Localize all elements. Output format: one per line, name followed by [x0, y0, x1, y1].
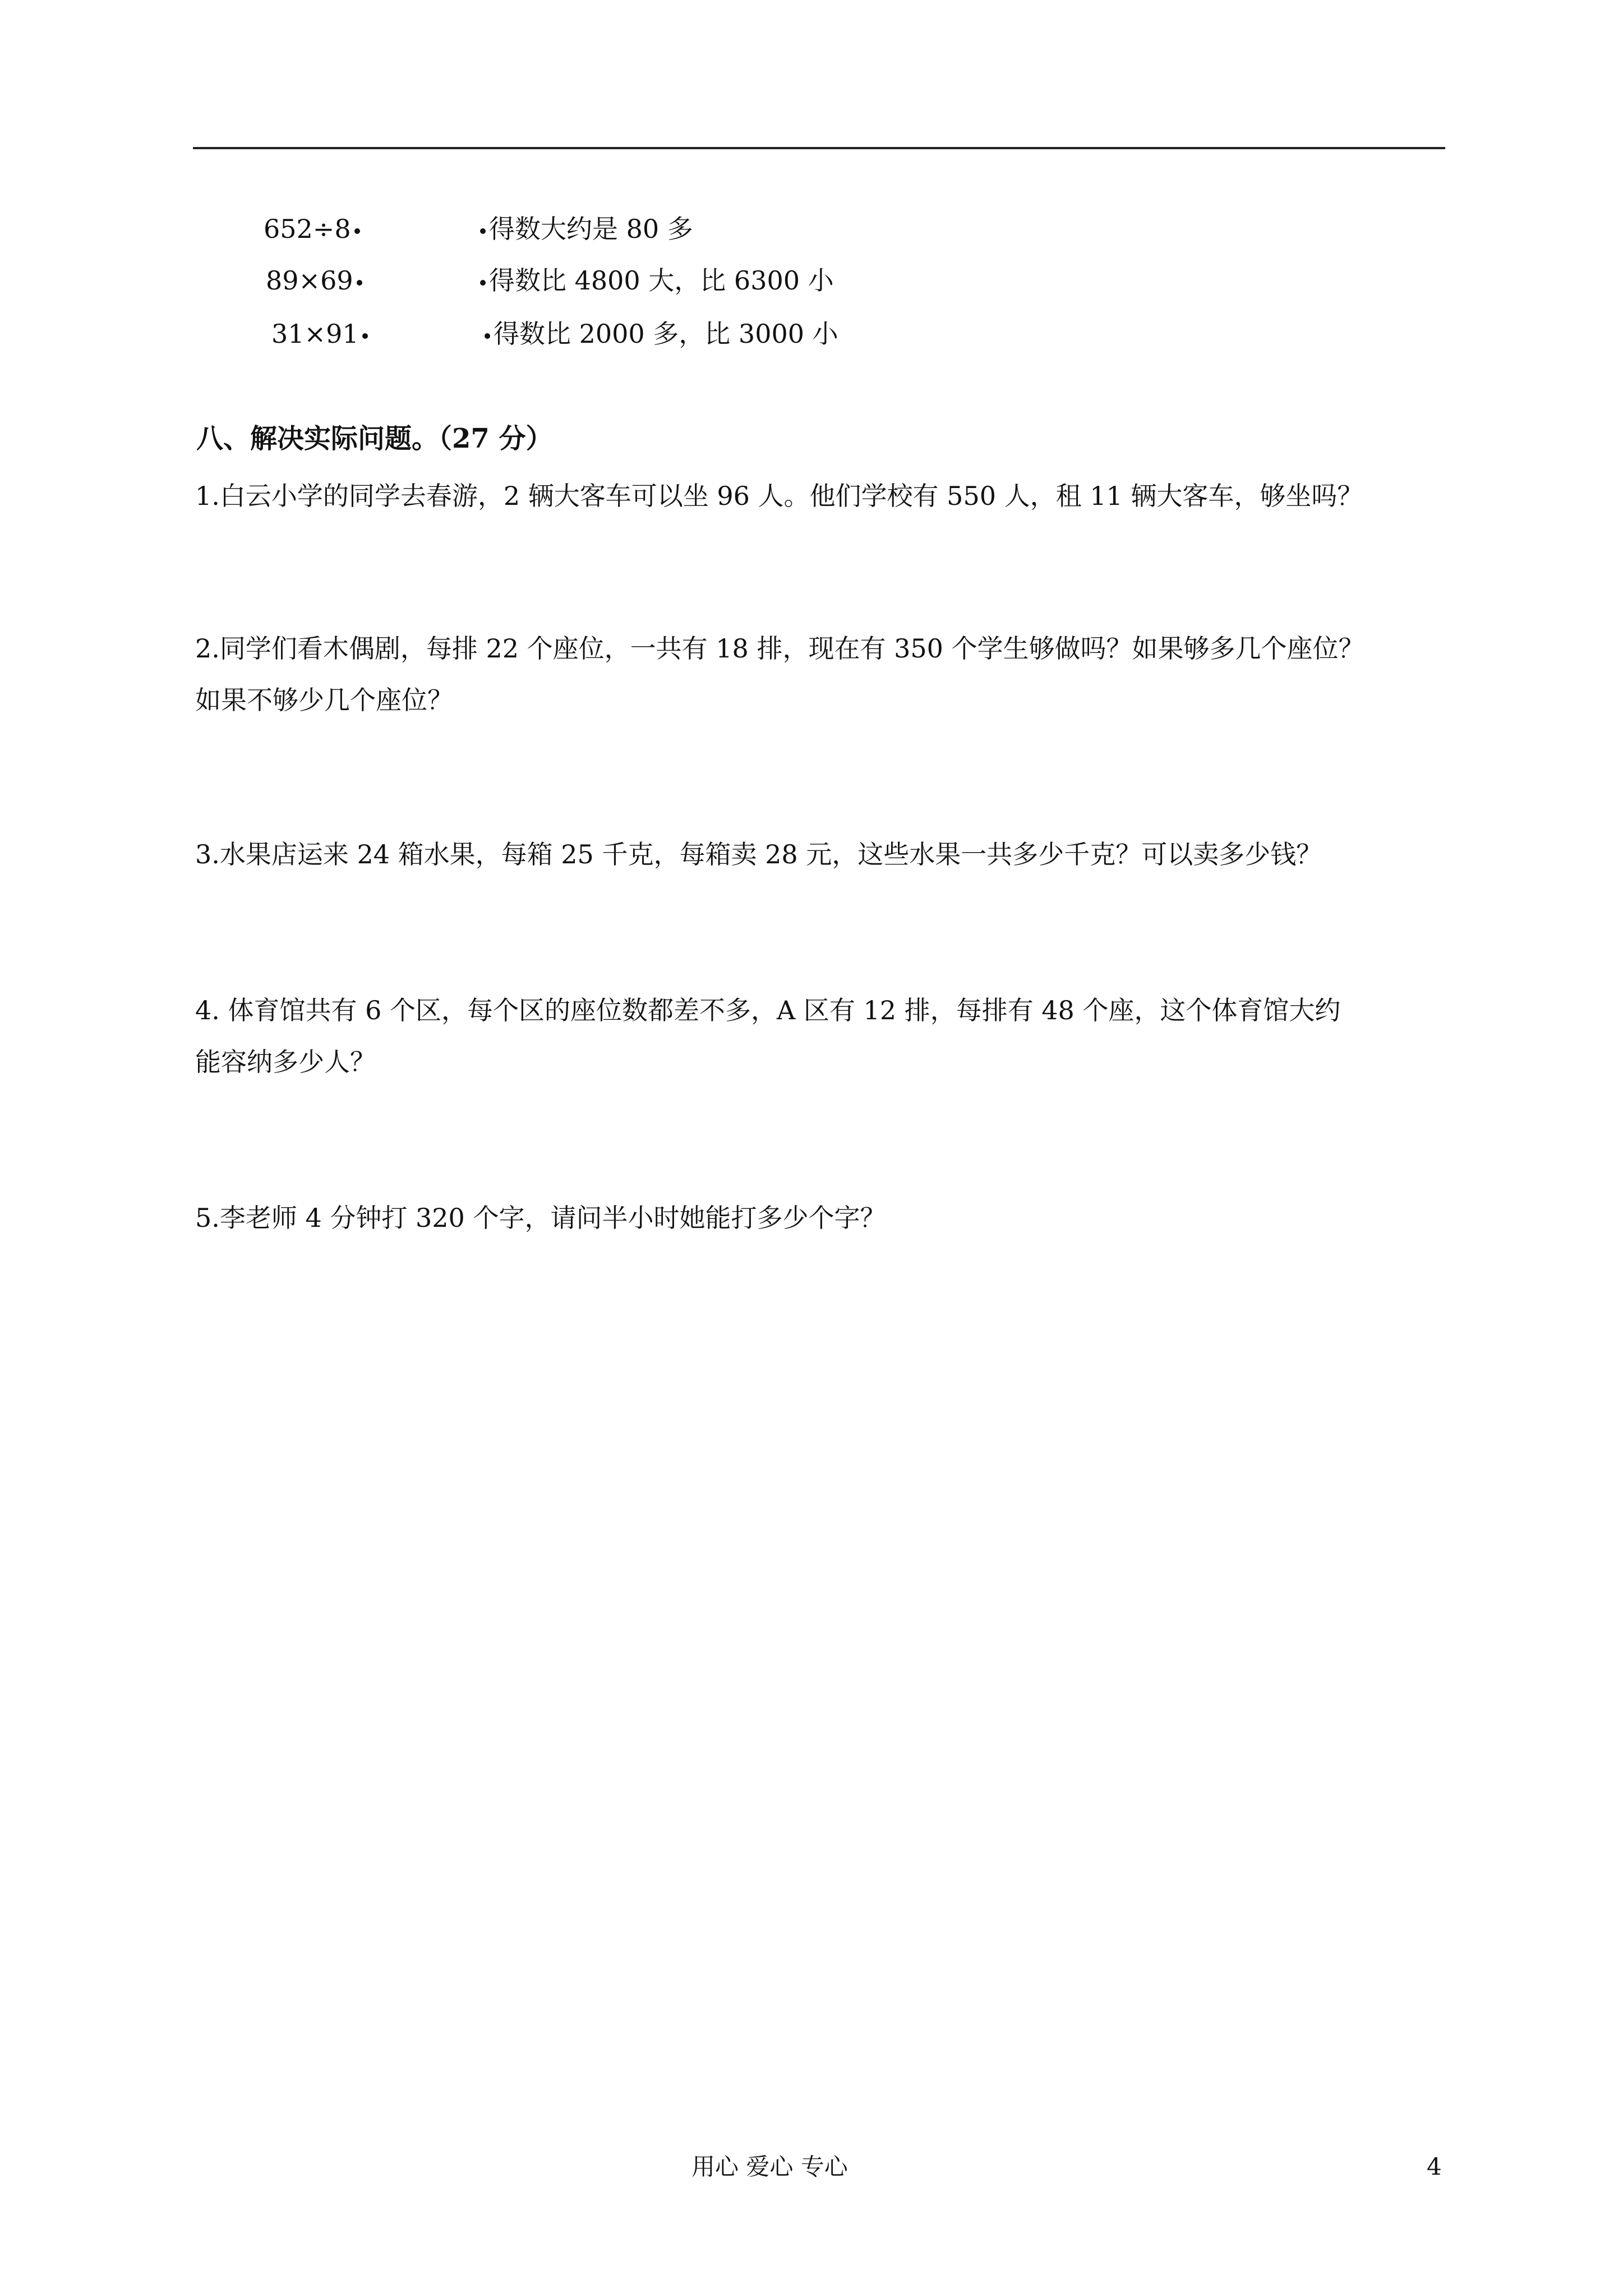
- page-number: 4: [1427, 2153, 1442, 2180]
- problem-text: 2.同学们看木偶剧，每排 22 个座位，一共有 18 排，现在有 350 个学生够做吗？如果够多几个座位？: [195, 633, 1364, 664]
- problem-3: [195, 829, 1451, 880]
- matching-description: 得数比 2000 多，比 3000 小: [481, 317, 838, 351]
- match-dot-icon: [480, 280, 486, 286]
- match-dot-icon: [362, 333, 368, 339]
- match-dot-icon: [357, 280, 362, 286]
- match-dot-icon: [354, 228, 360, 234]
- problem-text: 3.水果店运来 24 箱水果，每箱 25 千克，每箱卖 28 元，这些水果一共多少千克？可以卖多少钱？: [195, 839, 1322, 869]
- matching-expression: 89×69: [266, 264, 366, 297]
- problem-text: 5.李老师 4 分钟打 320 个字，请问半小时她能打多少个字？: [195, 1203, 886, 1233]
- problem-text: 如果不够少几个座位？: [195, 685, 453, 715]
- match-dot-icon: [480, 228, 486, 234]
- problem-4: [195, 984, 1451, 1088]
- problem-1: [195, 470, 1451, 522]
- section-title: 八、解决实际问题。（27 分）: [196, 423, 553, 454]
- problem-text: 4. 体育馆共有 6 个区，每个区的座位数都差不多，A 区有 12 排，每排有 48 个座，这个体育馆大约: [195, 995, 1341, 1025]
- match-dot-icon: [485, 333, 490, 339]
- matching-row: [0, 317, 1623, 351]
- problem-text: 1.白云小学的同学去春游，2 辆大客车可以坐 96 人。他们学校有 550 人，租 11 辆大客车，够坐吗？: [195, 481, 1363, 511]
- matching-description: 得数比 4800 大，比 6300 小: [477, 264, 834, 297]
- problem-5: [195, 1192, 1451, 1244]
- header-rule: [193, 147, 1445, 149]
- footer-motto: 用心 爱心 专心: [691, 2153, 848, 2180]
- matching-row: [0, 264, 1623, 297]
- matching-description: 得数大约是 80 多: [477, 212, 693, 246]
- matching-expression: 31×91: [271, 317, 371, 351]
- problem-text: 能容纳多少人？: [195, 1047, 376, 1077]
- matching-row: [0, 212, 1623, 246]
- problem-2: [195, 623, 1451, 726]
- matching-expression: 652÷8: [264, 212, 363, 246]
